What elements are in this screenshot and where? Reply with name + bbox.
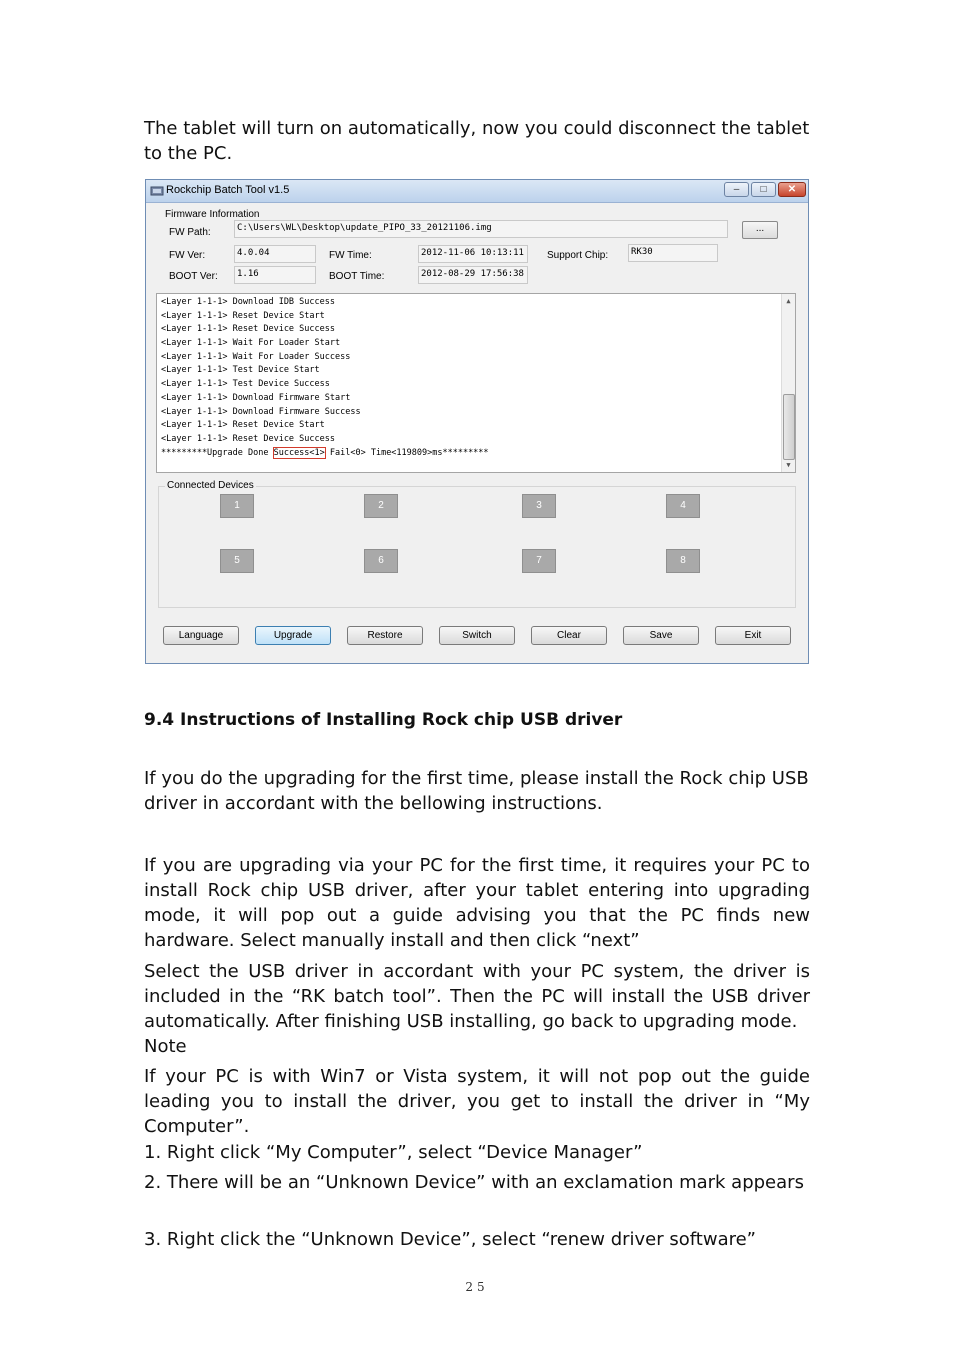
window-titlebar (146, 180, 808, 203)
language-button[interactable]: Language (163, 626, 239, 645)
log-line: <Layer 1-1-1> Wait For Loader Start (161, 338, 341, 349)
fw-ver-field: 4.0.04 (234, 245, 316, 263)
device-slot-2[interactable]: 2 (364, 494, 398, 518)
clear-button[interactable]: Clear (531, 626, 607, 645)
app-icon (150, 184, 164, 198)
device-slot-7[interactable]: 7 (522, 549, 556, 573)
log-line: <Layer 1-1-1> Reset Device Success (161, 433, 335, 444)
batch-tool-window (145, 179, 809, 664)
fw-ver-label: FW Ver: (169, 250, 206, 261)
exit-button[interactable]: Exit (715, 626, 791, 645)
page-number: 25 (465, 1280, 489, 1294)
boot-ver-field: 1.16 (234, 266, 316, 284)
log-line: <Layer 1-1-1> Test Device Start (161, 365, 320, 376)
log-area[interactable] (156, 293, 796, 473)
log-line: <Layer 1-1-1> Reset Device Success (161, 324, 335, 335)
connected-devices-label: Connected Devices (167, 480, 254, 491)
maximize-button[interactable]: □ (751, 182, 776, 197)
log-line: <Layer 1-1-1> Download Firmware Success (161, 406, 361, 417)
device-slot-6[interactable]: 6 (364, 549, 398, 573)
fw-path-field: C:\Users\WL\Desktop\update_PIPO_33_20121106.img (234, 220, 728, 238)
boot-ver-label: BOOT Ver: (169, 271, 218, 282)
browse-button[interactable]: ... (742, 221, 778, 239)
log-summary-suffix: Fail<0> Time<119809>ms********* (324, 447, 489, 458)
boot-time-label: BOOT Time: (329, 271, 385, 282)
log-line: <Layer 1-1-1> Download Firmware Start (161, 392, 351, 403)
paragraph-first-time: If you do the upgrading for the first time, please install the Rock chip USB driver in accordant with the bellowing instructions. (144, 768, 809, 814)
support-chip-field: RK30 (628, 244, 718, 262)
paragraph-select-driver: Select the USB driver in accordant with your PC system, the driver is included in the “RK batch tool”. Then the PC will install the USB driver automatically. After finishing USB installing, go back to upgrading mode. (144, 961, 810, 1032)
upgrade-button[interactable]: Upgrade (255, 626, 331, 645)
log-scrollbar[interactable] (781, 294, 795, 472)
window-title: Rockchip Batch Tool v1.5 (166, 184, 290, 196)
device-slot-5[interactable]: 5 (220, 549, 254, 573)
device-slot-3[interactable]: 3 (522, 494, 556, 518)
fw-path-label: FW Path: (169, 227, 211, 238)
close-button[interactable]: ✕ (778, 182, 806, 197)
device-slot-1[interactable]: 1 (220, 494, 254, 518)
log-summary-line (161, 447, 489, 461)
intro-paragraph: The tablet will turn on automatically, now you could disconnect the tablet to the PC. (144, 118, 810, 164)
log-line: <Layer 1-1-1> Wait For Loader Success (161, 351, 351, 362)
step-1: 1. Right click “My Computer”, select “Device Manager” (144, 1142, 643, 1163)
paragraph-win7-vista: If your PC is with Win7 or Vista system, it will not pop out the guide leading you to install the driver, you get to install the driver in “My Computer”. (144, 1066, 810, 1137)
log-summary-success: Success<1> (273, 447, 325, 458)
support-chip-label: Support Chip: (547, 250, 609, 261)
log-line: <Layer 1-1-1> Reset Device Start (161, 310, 325, 321)
log-summary-prefix: *********Upgrade Done (161, 447, 274, 458)
step-3: 3. Right click the “Unknown Device”, select “renew driver software” (144, 1229, 756, 1250)
paragraph-upgrading-via-pc: If you are upgrading via your PC for the first time, it requires your PC to install Rock chip USB driver, after your tablet entering into upgrading mode, it will pop out a guide advising you that the PC finds new hardware. Select manually install and then click “next” (144, 855, 810, 951)
firmware-group-label: Firmware Information (165, 209, 260, 220)
device-slot-4[interactable]: 4 (666, 494, 700, 518)
log-line: <Layer 1-1-1> Download IDB Success (161, 297, 335, 307)
log-line: <Layer 1-1-1> Test Device Success (161, 379, 330, 390)
scroll-thumb[interactable] (783, 394, 795, 460)
scroll-up-arrow-icon[interactable]: ▲ (786, 297, 791, 305)
fw-time-field: 2012-11-06 10:13:11 (418, 245, 528, 263)
log-lines (161, 296, 489, 460)
save-button[interactable]: Save (623, 626, 699, 645)
switch-button[interactable]: Switch (439, 626, 515, 645)
scroll-down-arrow-icon[interactable]: ▼ (786, 461, 791, 469)
note-label: Note (144, 1036, 187, 1057)
minimize-button[interactable]: – (724, 182, 749, 197)
device-slot-8[interactable]: 8 (666, 549, 700, 573)
restore-button[interactable]: Restore (347, 626, 423, 645)
fw-time-label: FW Time: (329, 250, 372, 261)
boot-time-field: 2012-08-29 17:56:38 (418, 266, 528, 284)
section-heading: 9.4 Instructions of Installing Rock chip USB driver (144, 710, 623, 730)
log-line: <Layer 1-1-1> Reset Device Start (161, 420, 325, 431)
step-2: 2. There will be an “Unknown Device” with an exclamation mark appears (144, 1172, 804, 1193)
